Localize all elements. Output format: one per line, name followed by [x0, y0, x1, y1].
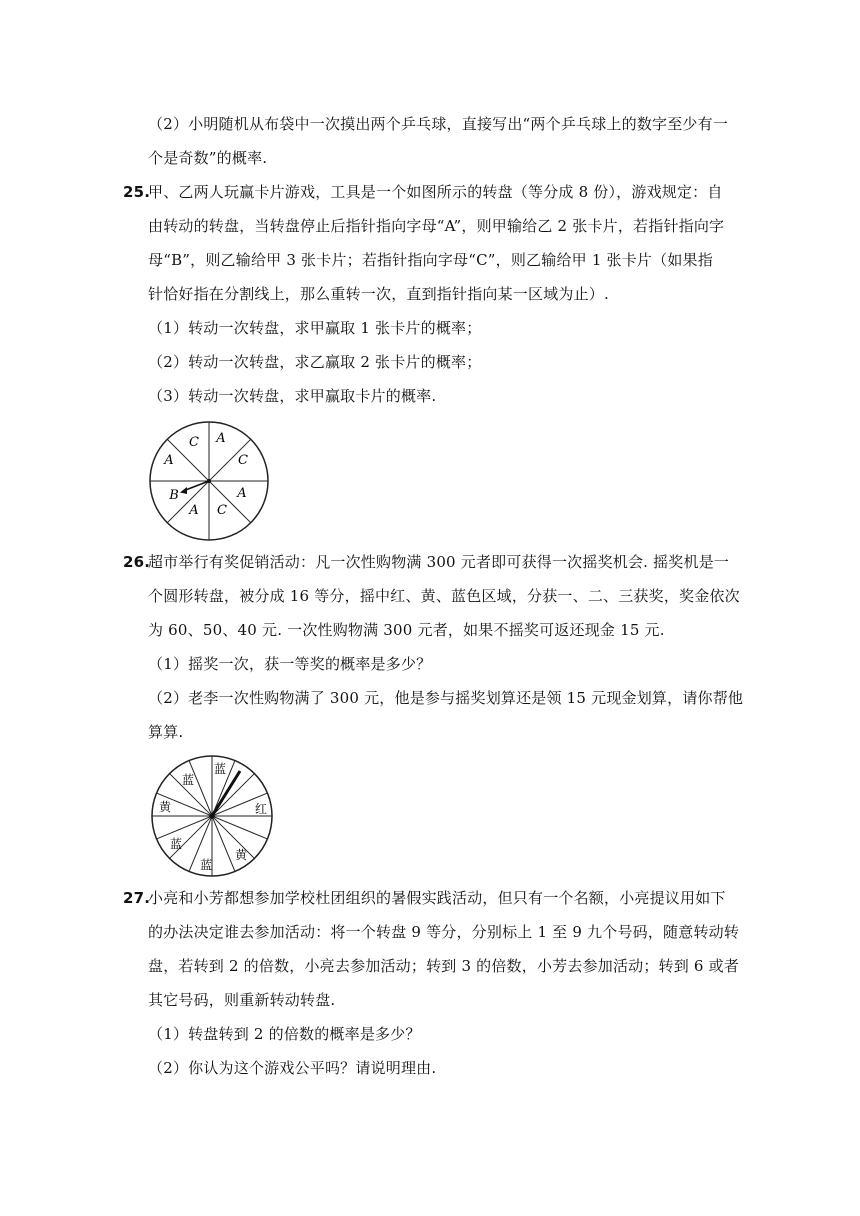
q26-spinner-label: 蓝: [213, 762, 227, 776]
q27-line1: 小亮和小芳都想参加学校杜团组织的暑假实践活动，但只有一个名额，小亮提议用如下: [148, 889, 726, 907]
q27-number: 27.: [123, 889, 151, 907]
q25-spinner-label: C: [189, 435, 199, 450]
q26-number: 26.: [123, 553, 151, 571]
q25-line2: 由转动的转盘，当转盘停止后指针指向字母“A”，则甲输给乙 2 张卡片，若指针指向字: [148, 217, 725, 235]
q27-line4: 其它号码，则重新转动转盘.: [148, 991, 336, 1009]
q25-spinner-label: A: [189, 503, 199, 518]
q26-spinner-figure: [149, 753, 275, 879]
q25-sub1: （1）转动一次转盘，求甲赢取 1 张卡片的概率；: [148, 319, 482, 337]
q26-spinner-label: 黄: [234, 848, 248, 862]
q25-spinner-label: C: [217, 503, 227, 518]
q25-spinner-label: A: [216, 431, 226, 446]
q27-line3: 盘，若转到 2 的倍数，小亮去参加活动；转到 3 的倍数，小芳去参加活动；转到 6 或者: [148, 957, 740, 975]
q26-line2: 个圆形转盘，被分成 16 等分，摇中红、黄、蓝色区域，分获一、二、三获奖，奖金依次: [148, 587, 740, 605]
q26-spinner-label: 蓝: [199, 858, 213, 872]
q25-spinner-figure: [147, 419, 271, 543]
q25-line1: 甲、乙两人玩赢卡片游戏，工具是一个如图所示的转盘（等分成 8 份），游戏规定：自: [148, 183, 723, 201]
q26-spinner-label: 黄: [158, 800, 172, 814]
q25-spinner-label: A: [237, 486, 247, 501]
q27-sub1: （1）转盘转到 2 的倍数的概率是多少？: [148, 1025, 421, 1043]
q26-sub2-line1: （2）老李一次性购物满了 300 元，他是参与摇奖划算还是领 15 元现金划算，请你帮他: [148, 689, 744, 707]
q25-number: 25.: [123, 183, 151, 201]
q25-sub3: （3）转动一次转盘，求甲赢取卡片的概率.: [148, 387, 437, 405]
q27-sub2: （2）你认为这个游戏公平吗？请说明理由.: [148, 1059, 437, 1077]
q26-sub2-line2: 算算.: [148, 723, 184, 741]
q24-part2-line1: （2）小明随机从布袋中一次摸出两个乒乓球，直接写出“两个乒乓球上的数字至少有一: [148, 115, 729, 133]
q26-line1: 超市举行有奖促销活动：凡一次性购物满 300 元者即可获得一次摇奖机会. 摇奖机是一: [148, 553, 730, 571]
q26-sub1: （1）摇奖一次，获一等奖的概率是多少？: [148, 655, 432, 673]
q26-line3: 为 60、50、40 元. 一次性购物满 300 元者，如果不摇奖可返还现金 15 元.: [148, 621, 665, 639]
q25-line3: 母“B”，则乙输给甲 3 张卡片；若指针指向字母“C”，则乙输给甲 1 张卡片（如果指: [148, 251, 713, 269]
q27-line2: 的办法决定谁去参加活动：将一个转盘 9 等分，分别标上 1 至 9 九个号码，随意转动转: [148, 923, 740, 941]
q26-spinner-label: 蓝: [181, 773, 195, 787]
q25-spinner-label: C: [238, 453, 248, 468]
q25-spinner-label: A: [164, 453, 174, 468]
q25-spinner-label: B: [169, 488, 179, 503]
q26-spinner-label: 蓝: [169, 837, 183, 851]
q24-part2-line2: 个是奇数”的概率.: [148, 149, 268, 167]
q25-line4: 针恰好指在分割线上，那么重转一次，直到指针指向某一区域为止）.: [148, 285, 609, 303]
q26-spinner-label: 红: [254, 802, 268, 816]
q25-sub2: （2）转动一次转盘，求乙赢取 2 张卡片的概率；: [148, 353, 482, 371]
